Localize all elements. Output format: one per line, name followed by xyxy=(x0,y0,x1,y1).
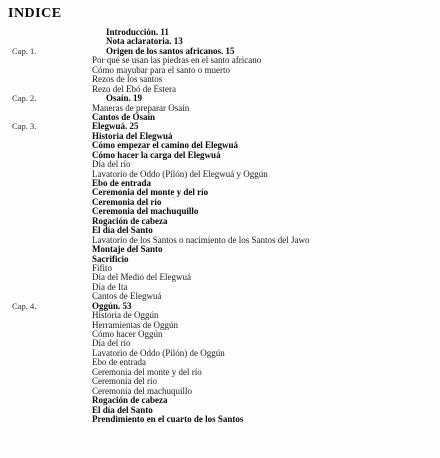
toc-row xyxy=(0,94,440,103)
toc-entry: Fifito xyxy=(92,262,113,273)
toc-entry: Historia del Elegwuá xyxy=(92,130,173,141)
toc-row xyxy=(0,387,440,396)
toc-row xyxy=(0,415,440,424)
toc-row xyxy=(0,104,440,113)
toc-entry: Oggún. 53 xyxy=(92,300,132,311)
toc-row xyxy=(0,349,440,358)
toc-row xyxy=(0,321,440,330)
toc-entry: Sacrificio xyxy=(92,253,129,264)
toc-row xyxy=(0,75,440,84)
table-of-contents xyxy=(0,28,440,424)
toc-entry: Día del río xyxy=(92,338,131,349)
toc-entry: Maneras de preparar Osaín xyxy=(92,102,190,113)
toc-entry: Elegwuá. 25 xyxy=(92,121,139,132)
toc-entry: Día del río xyxy=(92,159,131,170)
toc-row xyxy=(0,217,440,226)
toc-entry: Herramientas de Oggún xyxy=(92,319,178,330)
toc-entry: Cómo empezar el camino del Elegwuá xyxy=(92,140,239,151)
toc-entry: Cantos de Elegwuá xyxy=(92,291,162,302)
toc-entry: Ebo de entrada xyxy=(92,357,146,368)
toc-entry: Día del Medio del Elegwuá xyxy=(92,272,191,283)
toc-row xyxy=(0,85,440,94)
toc-row xyxy=(0,283,440,292)
toc-entry: Cómo mayubar para el santo o muerto xyxy=(92,64,230,75)
toc-row xyxy=(0,377,440,386)
toc-row xyxy=(0,302,440,311)
toc-entry: Rogación de cabeza xyxy=(92,215,168,226)
toc-row xyxy=(0,66,440,75)
toc-row xyxy=(0,330,440,339)
toc-entry: Ceremonia del río xyxy=(92,196,162,207)
chapter-label: Cap. 2. xyxy=(12,93,37,104)
toc-entry: Ceremonia del machuquillo xyxy=(92,206,199,217)
chapter-label: Cap. 3. xyxy=(12,121,37,132)
toc-entry: Origen de los santos africanos. 15 xyxy=(106,45,235,56)
toc-row xyxy=(0,292,440,301)
toc-row xyxy=(0,264,440,273)
toc-row xyxy=(0,170,440,179)
toc-entry: Osaín. 19 xyxy=(106,93,143,104)
toc-entry: Cómo hacer Oggún xyxy=(92,329,163,339)
chapter-label: Cap. 4. xyxy=(12,300,37,311)
toc-entry: Día de Ita xyxy=(92,281,128,292)
toc-entry: Historia de Oggún xyxy=(92,310,159,321)
toc-entry: El día del Santo xyxy=(92,225,153,236)
toc-row xyxy=(0,311,440,320)
toc-row xyxy=(0,188,440,197)
toc-entry: Prendimiento en el cuarto de los Santos xyxy=(92,413,244,424)
toc-row xyxy=(0,358,440,367)
toc-row xyxy=(0,245,440,254)
toc-row xyxy=(0,396,440,405)
toc-entry: Lavatorio de Oddo (Pilón) de Oggún xyxy=(92,347,225,358)
toc-entry: Lavatorio de los Santos o nacimiento de los Santos del Jawo xyxy=(92,234,310,245)
chapter-label: Cap. 1. xyxy=(12,45,37,56)
toc-row xyxy=(0,207,440,216)
toc-entry: Por qué se usan las piedras en el santo africano xyxy=(92,55,262,66)
toc-entry: El día del Santo xyxy=(92,404,153,415)
toc-row xyxy=(0,368,440,377)
toc-entry: Ceremonia del machuquillo xyxy=(92,385,192,396)
toc-entry: Ebo de entrada xyxy=(92,178,152,188)
toc-entry: Introducción. 11 xyxy=(106,27,169,37)
toc-row xyxy=(0,255,440,264)
toc-entry: Ceremonia del monte y del río xyxy=(92,366,202,377)
toc-entry: Rezo del Ebó de Estera xyxy=(92,83,176,94)
toc-entry: Ceremonia del río xyxy=(92,376,157,387)
toc-entry: Cómo hacer la carga del Elegwuá xyxy=(92,149,221,160)
toc-entry: Lavatorio de Oddo (Pilón) del Elegwuá y Oggún xyxy=(92,168,268,179)
toc-row xyxy=(0,198,440,207)
toc-row xyxy=(0,236,440,245)
toc-row xyxy=(0,122,440,131)
toc-row xyxy=(0,113,440,122)
page-title: INDICE xyxy=(8,6,62,21)
toc-row xyxy=(0,179,440,188)
toc-entry: Nota aclaratoria. 13 xyxy=(106,36,183,47)
toc-entry: Rezos de los santos xyxy=(92,74,163,85)
toc-row xyxy=(0,28,440,37)
toc-entry: Ceremonia del monte y del río xyxy=(92,187,209,198)
toc-row xyxy=(0,273,440,282)
toc-entry: Montaje del Santo xyxy=(92,244,163,255)
toc-entry: Cantos de Osaín xyxy=(92,111,156,122)
toc-entry: Rogación de cabeza xyxy=(92,395,168,406)
toc-row xyxy=(0,151,440,160)
